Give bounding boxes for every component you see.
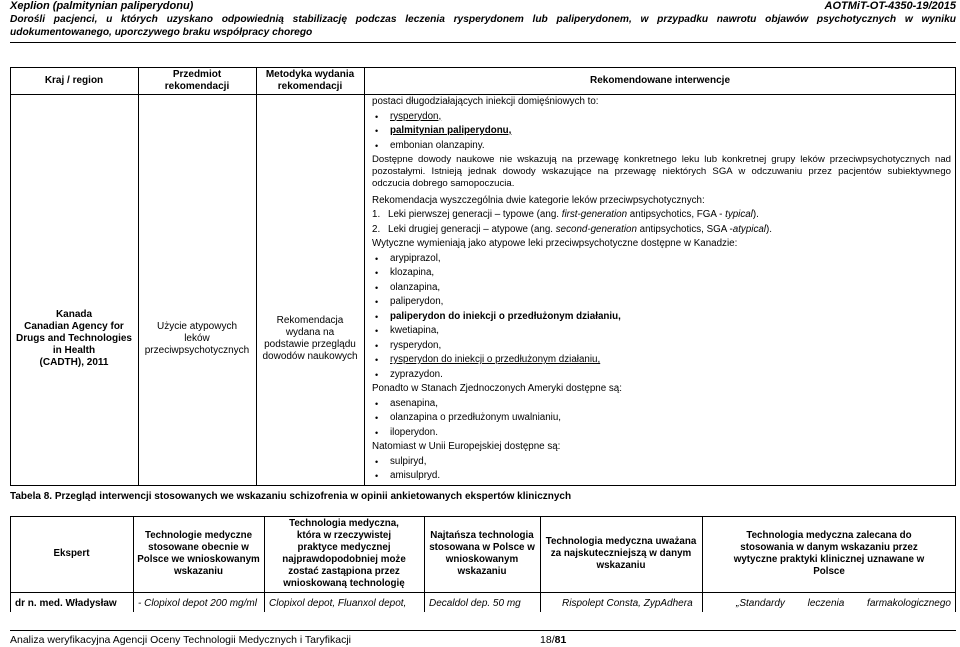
header-line: rekomendacji [277, 80, 343, 92]
item-italic: first-generation [561, 209, 628, 220]
bullet-icon: • [375, 398, 379, 409]
header-line: stosowana w Polsce w [429, 542, 535, 553]
header-guideline-technology [702, 516, 956, 592]
header-line: wnioskowaną technologię [283, 578, 405, 589]
list-item [372, 469, 951, 484]
list-item [372, 310, 951, 325]
table-caption: Tabela 8. Przegląd interwencji stosowanych we wskazaniu schizofrenia w opinii ankietowanych ekspertów klinicznych [10, 491, 572, 502]
column-divider [138, 67, 139, 486]
header-replaced-technology [264, 516, 424, 592]
item-text: antipsychotics, FGA - [627, 209, 726, 220]
paragraph-line: Dostępne dowody naukowe nie wskazują na przewagę konkretnego leku lub konkretnej grupy leków przeciwpsychotycznych nad [372, 154, 951, 165]
list-item-text: paliperydon, [390, 296, 444, 307]
bullet-icon: • [375, 311, 379, 322]
list-item [372, 411, 951, 426]
list-item-text: olanzapina, [390, 281, 441, 293]
header-interventions [364, 67, 956, 94]
most-effective-technology-cell: Rispolept Consta, ZypAdhera [562, 598, 693, 609]
footer-agency: Analiza weryfikacyjna Agencji Oceny Technologii Medycznych i Taryfikacji [10, 634, 352, 646]
item-text: Leki pierwszej generacji – typowe (ang. [388, 209, 562, 220]
list-item-text: paliperydon do iniekcji o przedłużonym działaniu, [390, 310, 621, 322]
bullet-icon: • [375, 140, 379, 151]
list-item-text: iloperydon. [390, 426, 438, 438]
footer-rule [10, 630, 956, 631]
list-item-text: olanzapina o przedłużonym uwalnianiu, [390, 412, 562, 423]
bullet-icon: • [375, 369, 379, 380]
header-line: Technologie medyczne [144, 530, 253, 541]
replaced-technology-cell: Clopixol depot, Fluanxol depot, [269, 598, 407, 609]
header-line: która w rzeczywistej [296, 530, 392, 541]
current-technologies-cell: - Clopixol depot 200 mg/ml [138, 598, 257, 609]
bullet-icon: • [375, 253, 379, 264]
header-current-technologies [133, 516, 264, 592]
categories-intro: Rekomendacja wyszczególnia dwie kategorie leków przeciwpsychotycznych: [372, 194, 705, 206]
paragraph-line: pozostałymi. Istnieją jednak dowody wskazujące na przewagę niektórych SGA w odczuwaniu przez pacjentów subiektywnego [372, 166, 951, 177]
header-line: Najtańsza technologia [430, 530, 534, 541]
list-item [372, 110, 951, 125]
item-italic: typical [725, 209, 753, 220]
bullet-icon: • [375, 355, 379, 365]
header-line: Ekspert [53, 548, 90, 559]
header-line: Metodyka wydania [265, 68, 355, 80]
item-text: antipsychotics, SGA - [636, 223, 733, 235]
header-line: najprawdopodobniej może [282, 554, 406, 565]
bullet-icon: • [375, 297, 379, 307]
list-item [372, 324, 951, 339]
header-line: Technologia medyczna zalecana do [746, 530, 912, 541]
numbered-item [372, 223, 951, 238]
eu-intro: Natomiast w Unii Europejskiej dostępne są: [372, 441, 561, 452]
document-title: Xeplion (palmitynian paliperydonu) [10, 0, 194, 12]
page-separator: / [551, 634, 555, 646]
cheapest-technology-cell: Decaldol dep. 50 mg [429, 598, 521, 609]
page-current: 18 [540, 634, 552, 646]
list-item [372, 252, 951, 267]
country-line: Kanada [55, 309, 93, 320]
header-line: Kraj / region [44, 74, 104, 86]
document-code: AOTMiT-OT-4350-19/2015 [824, 0, 956, 12]
header-country [10, 67, 138, 94]
item-text: Leki drugiej generacji – atypowe (ang. [388, 223, 556, 235]
header-line: Polsce we wnioskowanym [137, 554, 260, 565]
bullet-icon: • [375, 326, 379, 336]
method-line: podstawie przeglądu [264, 339, 356, 350]
list-item [372, 455, 951, 470]
guideline-technology-cell: „Standardy leczenia farmakologicznego [736, 598, 951, 609]
page-number [540, 634, 566, 646]
list-item-text: zyprazydon. [390, 368, 443, 380]
list-item-text: rysperydon, [390, 110, 442, 122]
header-line: Przedmiot [172, 68, 222, 80]
header-line: wskazaniu [596, 560, 646, 571]
country-line: Drugs and Technologies [16, 333, 132, 344]
item-text: ). [752, 209, 759, 220]
list-item-text: klozapina, [390, 267, 435, 278]
item-text: ). [765, 223, 772, 235]
table-header-divider [10, 592, 956, 593]
header-cheapest-technology [424, 516, 540, 592]
list-item-text: kwetiapina, [390, 325, 440, 336]
header-line: wskazaniu [173, 566, 223, 577]
page-total: 81 [554, 634, 567, 646]
header-subject [138, 67, 256, 94]
list-item [372, 426, 951, 441]
bullet-icon: • [375, 456, 379, 467]
evidence-paragraph [372, 154, 951, 190]
subtitle-line: Dorośli pacjenci, u których uzyskano odpowiednią stabilizację podczas leczenia rysperydonem lub paliperydonem, w przypadku nawrotu objawów psychotycznych w wyniku [10, 14, 956, 25]
country-line: (CADTH), 2011 [39, 357, 109, 368]
numbered-item [372, 208, 951, 223]
header-line: stosowane obecnie w [148, 542, 249, 553]
list-item-text: amisulpryd. [390, 470, 441, 481]
list-item [372, 339, 951, 354]
column-divider [256, 67, 257, 486]
item-number: 1. [372, 209, 381, 220]
list-item [372, 353, 951, 368]
list-item [372, 281, 951, 296]
list-item-text: sulpiryd, [390, 455, 427, 467]
list-item-text: rysperydon do iniekcji o przedłużonym działaniu, [390, 354, 601, 365]
header-most-effective-technology [540, 516, 702, 592]
item-number: 2. [372, 223, 381, 235]
header-expert [10, 516, 133, 592]
header-line: Technologia medyczna uważana [545, 536, 697, 547]
paragraph-line: odczucia dobrego samopoczucia. [372, 178, 515, 189]
method-line: wydana na [285, 327, 335, 338]
bullet-icon: • [375, 268, 379, 278]
item-italic: atypical [732, 223, 766, 235]
interventions-cell [364, 95, 956, 484]
bullet-icon: • [375, 126, 379, 136]
method-cell [256, 315, 364, 363]
list-item-text: embonian olanzapiny. [390, 139, 485, 151]
subject-line: przeciwpsychotycznych [144, 345, 250, 356]
bullet-icon: • [375, 282, 379, 293]
header-rule [10, 42, 956, 43]
method-line: Rekomendacja [276, 315, 344, 326]
header-line: Polsce [813, 566, 845, 577]
header-line: Rekomendowane interwencje [589, 74, 731, 86]
subtitle-line: udokumentowanego, uporczywego braku współpracy chorego [10, 27, 313, 38]
list-item [372, 266, 951, 281]
country-line: in Health [52, 345, 96, 356]
subject-cell [138, 321, 256, 357]
bullet-icon: • [375, 471, 379, 481]
expert-name-cell: dr n. med. Władysław [15, 598, 117, 609]
subject-line: leków [184, 333, 210, 344]
bullet-icon: • [375, 111, 379, 122]
bullet-icon: • [375, 427, 379, 438]
usa-intro: Ponadto w Stanach Zjednoczonych Ameryki dostępne są: [372, 383, 622, 394]
header-line: Technologia medyczna, [289, 518, 399, 529]
interventions-intro: postaci długodziałających iniekcji domięśniowych to: [372, 96, 599, 107]
list-item [372, 124, 951, 139]
canada-intro: Wytyczne wymieniają jako atypowe leki przeciwpsychotyczne dostępne w Kanadzie: [372, 238, 738, 249]
list-item [372, 368, 951, 383]
list-item [372, 397, 951, 412]
bullet-icon: • [375, 413, 379, 423]
list-item [372, 295, 951, 310]
country-cell [10, 309, 138, 369]
bullet-icon: • [375, 340, 379, 351]
header-line: praktyce medycznej [297, 542, 391, 553]
list-item [372, 139, 951, 154]
header-method [256, 67, 364, 94]
item-italic: second-generation [555, 223, 637, 235]
list-item-text: rysperydon, [390, 339, 442, 351]
header-line: zostać zastąpiona przez [288, 566, 400, 577]
header-line: wytyczne praktyki klinicznej uznawane w [733, 554, 925, 565]
header-line: stosowania w danym wskazaniu przez [740, 542, 918, 553]
header-line: wskazaniu [457, 566, 507, 577]
list-item-text: arypiprazol, [390, 252, 441, 264]
header-line: za najskuteczniejszą w danym [550, 548, 692, 559]
method-line: dowodów naukowych [262, 351, 358, 362]
country-line: Canadian Agency for [24, 321, 124, 332]
list-item-text: asenapina, [390, 397, 438, 409]
subject-line: Użycie atypowych [156, 321, 238, 332]
list-item-text: palmitynian paliperydonu, [390, 125, 512, 136]
header-line: rekomendacji [164, 80, 230, 92]
header-line: wnioskowanym [445, 554, 519, 565]
